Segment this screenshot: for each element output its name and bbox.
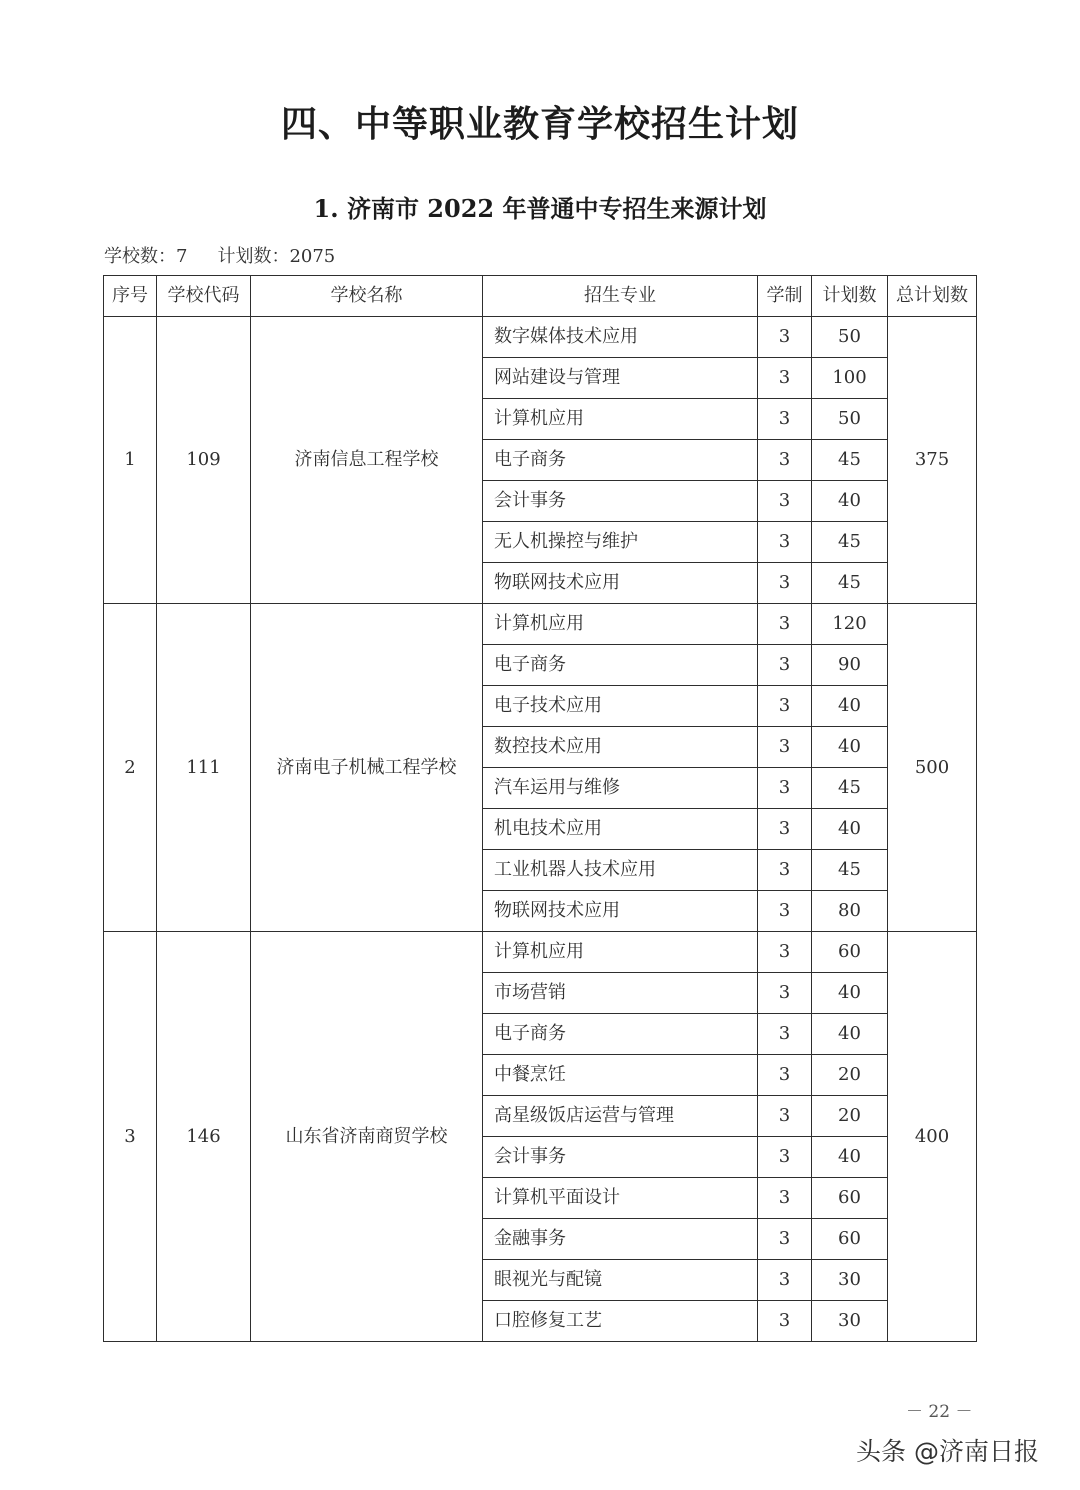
plan-cell: 30 bbox=[812, 1260, 888, 1301]
years-cell: 3 bbox=[758, 604, 812, 645]
header-total-plan: 总计划数 bbox=[888, 276, 977, 317]
major-cell: 工业机器人技术应用 bbox=[483, 850, 758, 891]
enrollment-plan-table bbox=[103, 275, 977, 1342]
years-cell: 3 bbox=[758, 768, 812, 809]
major-cell: 无人机操控与维护 bbox=[483, 522, 758, 563]
header-years: 学制 bbox=[758, 276, 812, 317]
school-code-cell: 146 bbox=[157, 932, 251, 1342]
major-cell: 计算机平面设计 bbox=[483, 1178, 758, 1219]
seq-cell: 1 bbox=[104, 317, 157, 604]
years-cell: 3 bbox=[758, 1014, 812, 1055]
years-cell: 3 bbox=[758, 1301, 812, 1342]
major-cell: 高星级饭店运营与管理 bbox=[483, 1096, 758, 1137]
years-cell: 3 bbox=[758, 932, 812, 973]
plan-cell: 100 bbox=[812, 358, 888, 399]
plan-cell: 50 bbox=[812, 399, 888, 440]
plan-count: 计划数：2075 bbox=[217, 246, 336, 267]
header-plan: 计划数 bbox=[812, 276, 888, 317]
plan-cell: 45 bbox=[812, 768, 888, 809]
page-title: 四、中等职业教育学校招生计划 bbox=[280, 103, 799, 145]
plan-cell: 50 bbox=[812, 317, 888, 358]
plan-cell: 40 bbox=[812, 481, 888, 522]
plan-cell: 90 bbox=[812, 645, 888, 686]
header-major: 招生专业 bbox=[483, 276, 758, 317]
header-school-code: 学校代码 bbox=[157, 276, 251, 317]
major-cell: 中餐烹饪 bbox=[483, 1055, 758, 1096]
total-plan-cell: 500 bbox=[888, 604, 977, 932]
major-cell: 市场营销 bbox=[483, 973, 758, 1014]
seq-cell: 2 bbox=[104, 604, 157, 932]
years-cell: 3 bbox=[758, 891, 812, 932]
major-cell: 会计事务 bbox=[483, 1137, 758, 1178]
plan-cell: 40 bbox=[812, 973, 888, 1014]
school-code-cell: 109 bbox=[157, 317, 251, 604]
major-cell: 电子商务 bbox=[483, 440, 758, 481]
years-cell: 3 bbox=[758, 1137, 812, 1178]
years-cell: 3 bbox=[758, 645, 812, 686]
major-cell: 电子技术应用 bbox=[483, 686, 758, 727]
years-cell: 3 bbox=[758, 1178, 812, 1219]
plan-cell: 45 bbox=[812, 522, 888, 563]
plan-cell: 60 bbox=[812, 932, 888, 973]
plan-cell: 30 bbox=[812, 1301, 888, 1342]
major-cell: 数控技术应用 bbox=[483, 727, 758, 768]
major-cell: 物联网技术应用 bbox=[483, 891, 758, 932]
major-cell: 电子商务 bbox=[483, 1014, 758, 1055]
school-name-cell: 山东省济南商贸学校 bbox=[251, 932, 483, 1342]
years-cell: 3 bbox=[758, 1260, 812, 1301]
plan-cell: 40 bbox=[812, 686, 888, 727]
years-cell: 3 bbox=[758, 1096, 812, 1137]
years-cell: 3 bbox=[758, 399, 812, 440]
years-cell: 3 bbox=[758, 481, 812, 522]
plan-cell: 45 bbox=[812, 563, 888, 604]
seq-cell: 3 bbox=[104, 932, 157, 1342]
plan-cell: 60 bbox=[812, 1178, 888, 1219]
major-cell: 物联网技术应用 bbox=[483, 563, 758, 604]
years-cell: 3 bbox=[758, 522, 812, 563]
page-number: － 22 － bbox=[906, 1402, 973, 1422]
plan-cell: 20 bbox=[812, 1055, 888, 1096]
plan-cell: 80 bbox=[812, 891, 888, 932]
total-plan-cell: 400 bbox=[888, 932, 977, 1342]
plan-cell: 45 bbox=[812, 440, 888, 481]
table-body bbox=[104, 317, 977, 1342]
years-cell: 3 bbox=[758, 440, 812, 481]
total-plan-cell: 375 bbox=[888, 317, 977, 604]
years-cell: 3 bbox=[758, 358, 812, 399]
major-cell: 眼视光与配镜 bbox=[483, 1260, 758, 1301]
major-cell: 会计事务 bbox=[483, 481, 758, 522]
major-cell: 机电技术应用 bbox=[483, 809, 758, 850]
school-count: 学校数：7 bbox=[104, 246, 188, 267]
watermark: 头条 @济南日报 bbox=[856, 1437, 1039, 1466]
plan-cell: 40 bbox=[812, 809, 888, 850]
years-cell: 3 bbox=[758, 563, 812, 604]
plan-cell: 120 bbox=[812, 604, 888, 645]
table-subtitle: 1. 济南市 2022 年普通中专招生来源计划 bbox=[313, 194, 767, 223]
years-cell: 3 bbox=[758, 727, 812, 768]
years-cell: 3 bbox=[758, 973, 812, 1014]
summary-line bbox=[104, 242, 335, 268]
school-name-cell: 济南信息工程学校 bbox=[251, 317, 483, 604]
years-cell: 3 bbox=[758, 1219, 812, 1260]
years-cell: 3 bbox=[758, 686, 812, 727]
plan-cell: 40 bbox=[812, 727, 888, 768]
table-header-row bbox=[104, 276, 977, 317]
major-cell: 电子商务 bbox=[483, 645, 758, 686]
major-cell: 金融事务 bbox=[483, 1219, 758, 1260]
major-cell: 汽车运用与维修 bbox=[483, 768, 758, 809]
school-code-cell: 111 bbox=[157, 604, 251, 932]
plan-cell: 45 bbox=[812, 850, 888, 891]
years-cell: 3 bbox=[758, 809, 812, 850]
plan-cell: 40 bbox=[812, 1014, 888, 1055]
table-row bbox=[104, 932, 977, 973]
plan-cell: 60 bbox=[812, 1219, 888, 1260]
years-cell: 3 bbox=[758, 850, 812, 891]
years-cell: 3 bbox=[758, 1055, 812, 1096]
plan-cell: 20 bbox=[812, 1096, 888, 1137]
school-name-cell: 济南电子机械工程学校 bbox=[251, 604, 483, 932]
years-cell: 3 bbox=[758, 317, 812, 358]
major-cell: 计算机应用 bbox=[483, 399, 758, 440]
table-row bbox=[104, 317, 977, 358]
header-school-name: 学校名称 bbox=[251, 276, 483, 317]
major-cell: 口腔修复工艺 bbox=[483, 1301, 758, 1342]
major-cell: 数字媒体技术应用 bbox=[483, 317, 758, 358]
header-seq: 序号 bbox=[104, 276, 157, 317]
major-cell: 计算机应用 bbox=[483, 604, 758, 645]
table-row bbox=[104, 604, 977, 645]
major-cell: 计算机应用 bbox=[483, 932, 758, 973]
plan-cell: 40 bbox=[812, 1137, 888, 1178]
major-cell: 网站建设与管理 bbox=[483, 358, 758, 399]
